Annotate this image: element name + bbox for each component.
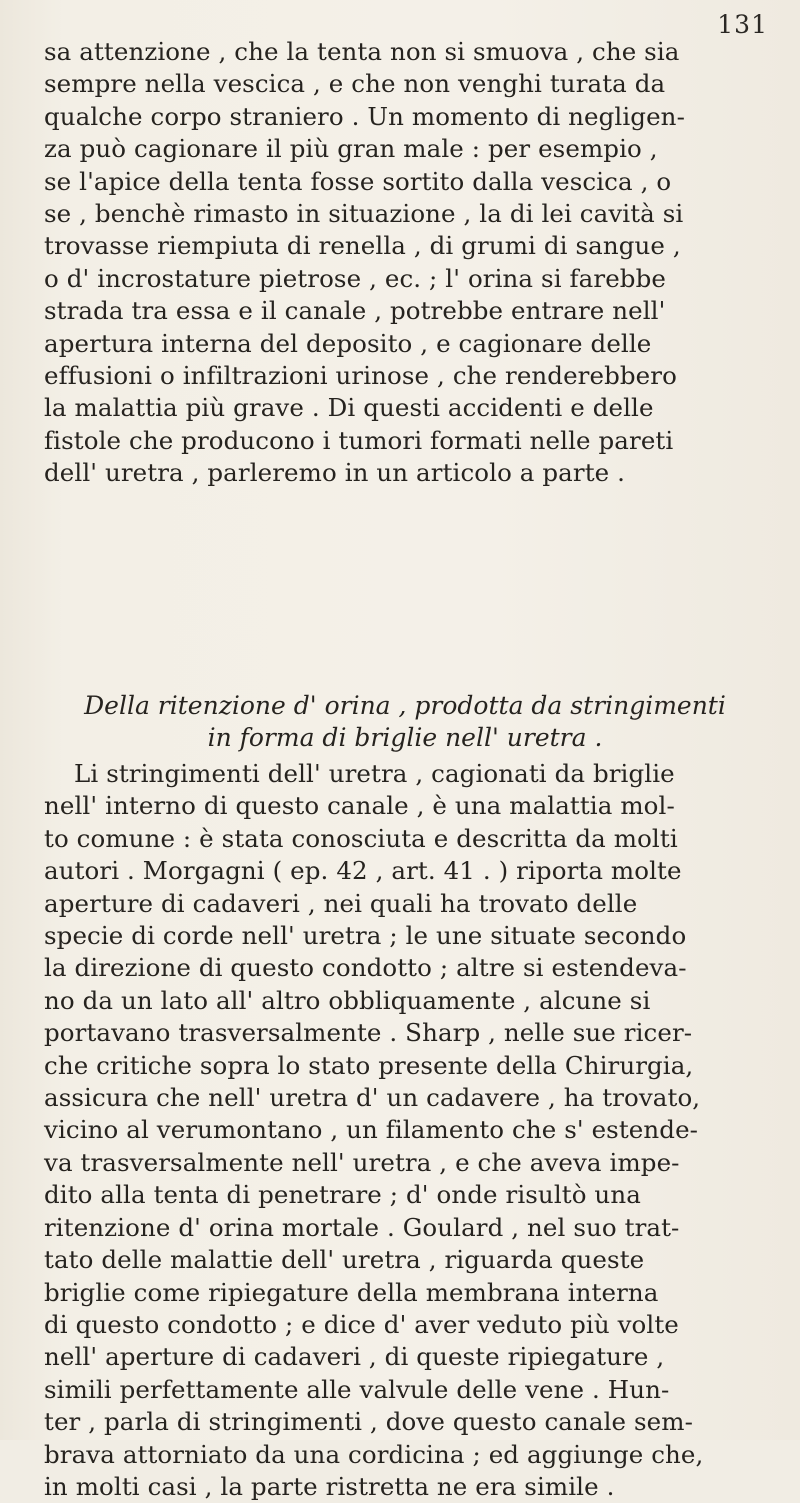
paragraph-body — [44, 758, 784, 1503]
text-line: apertura interna del deposito , e cagionare delle — [44, 328, 652, 358]
text-line: specie di corde nell' uretra ; le une situate secondo — [44, 921, 687, 951]
text-line: di questo condotto ; e dice d' aver veduto più volte — [44, 1309, 679, 1339]
text-line: assicura che nell' uretra d' un cadavere , ha trovato, — [44, 1083, 701, 1113]
text-line: sa attenzione , che la tenta non si smuova , che sia — [44, 37, 680, 66]
text-line: simili perfettamente alle valvule delle vene . Hun- — [44, 1374, 670, 1404]
text-line: effusioni o infiltrazioni urinose , che renderebbero — [44, 361, 677, 391]
text-line: aperture di cadaveri , nei quali ha trovato delle — [44, 888, 638, 918]
text-line: se , benchè rimasto in situazione , la di lei cavità si — [44, 199, 684, 229]
text-line: portavano trasversalmente . Sharp , nelle sue ricer- — [44, 1018, 693, 1048]
text-line: dito alla tenta di penetrare ; d' onde risultò una — [44, 1180, 641, 1210]
text-line: to comune : è stata conosciuta e descritta da molti — [44, 823, 678, 853]
text-line: nell' aperture di cadaveri , di queste ripiegature , — [44, 1342, 665, 1372]
text-line: Li stringimenti dell' uretra , cagionati da briglie — [74, 759, 675, 788]
text-line: no da un lato all' altro obbliquamente , alcune si — [44, 985, 651, 1015]
text-line: sempre nella vescica , e che non venghi turata da — [44, 69, 666, 99]
page-number: 131 — [717, 10, 768, 39]
text-line: brava attorniato da una cordicina ; ed aggiunge che, — [44, 1439, 704, 1469]
section-heading — [40, 690, 770, 754]
text-line: autori . Morgagni ( ep. 42 , art. 41 . ) riporta molte — [44, 856, 682, 886]
paragraph-continuation — [44, 36, 784, 490]
text-line: la direzione di questo condotto ; altre si estendeva- — [44, 953, 687, 983]
text-line: dell' uretra , parleremo in un articolo a parte . — [44, 458, 626, 488]
text-line: za può cagionare il più gran male : per esempio , — [44, 134, 658, 164]
text-line: briglie come ripiegature della membrana interna — [44, 1277, 659, 1307]
text-line: ter , parla di stringimenti , dove questo canale sem- — [44, 1407, 693, 1437]
text-line: va trasversalmente nell' uretra , e che aveva impe- — [44, 1147, 680, 1177]
text-line: trovasse riempiuta di renella , di grumi di sangue , — [44, 231, 681, 261]
heading-line: Della ritenzione d' orina , prodotta da stringimenti — [84, 691, 726, 720]
text-line: vicino al verumontano , un filamento che s' estende- — [44, 1115, 699, 1145]
text-line: strada tra essa e il canale , potrebbe entrare nell' — [44, 296, 666, 326]
text-line: qualche corpo straniero . Un momento di negligen- — [44, 101, 685, 131]
text-line: nell' interno di questo canale , è una malattia mol- — [44, 791, 675, 821]
text-line: tato delle malattie dell' uretra , riguarda queste — [44, 1245, 645, 1275]
text-line: se l'apice della tenta fosse sortito dalla vescica , o — [44, 166, 672, 196]
text-line: la malattia più grave . Di questi accidenti e delle — [44, 393, 654, 423]
text-line: ritenzione d' orina mortale . Goulard , nel suo trat- — [44, 1212, 680, 1242]
text-line: che critiche sopra lo stato presente della Chirurgia, — [44, 1050, 694, 1080]
text-line: in molti casi , la parte ristretta ne era simile . — [44, 1471, 615, 1501]
text-line: o d' incrostature pietrose , ec. ; l' orina si farebbe — [44, 263, 666, 293]
text-line: fistole che producono i tumori formati nelle pareti — [44, 425, 674, 455]
heading-line: in forma di briglie nell' uretra . — [207, 723, 603, 752]
